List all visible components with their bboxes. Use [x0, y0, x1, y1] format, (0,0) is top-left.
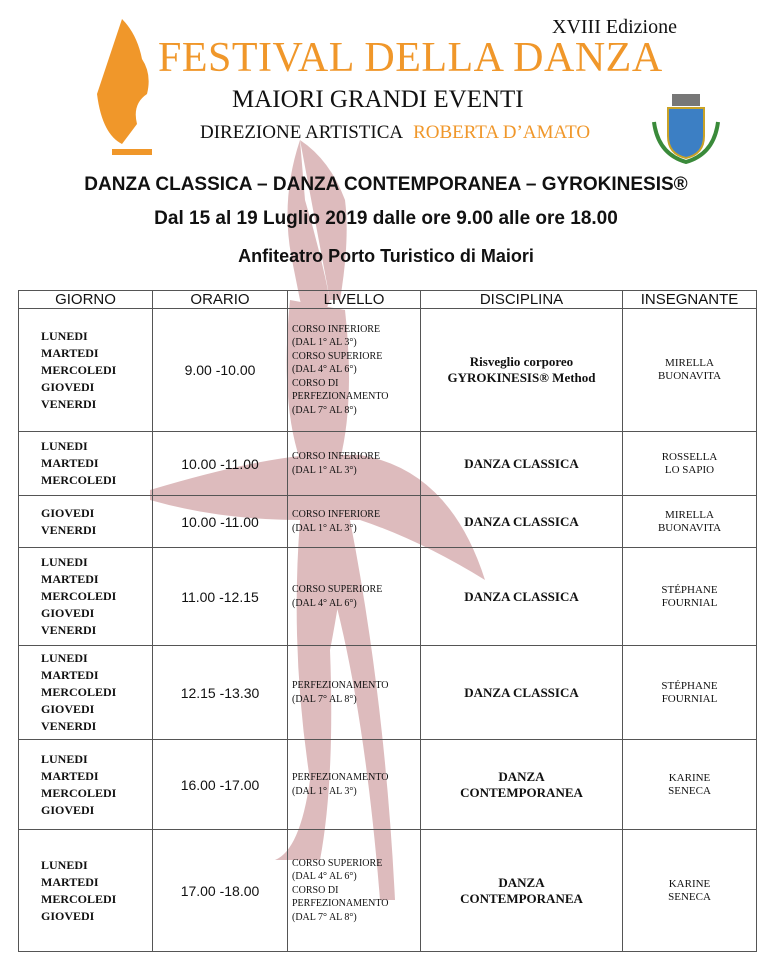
cell-disciplina [421, 496, 623, 548]
giorno-line: LUNEDI [41, 328, 88, 343]
venue: Anfiteatro Porto Turistico di Maiori [238, 246, 534, 266]
insegnante-line: KARINE [668, 771, 711, 784]
cell-insegnante [623, 496, 757, 548]
insegnante-line: MIRELLA [665, 357, 714, 369]
giorno-line: GIOVEDI [41, 379, 95, 394]
column-header-disciplina: DISCIPLINA [421, 291, 623, 309]
livello-line: PERFEZIONAMENTO [292, 680, 389, 691]
giorno-line: MARTEDI [41, 874, 99, 889]
insegnante-line: BUONAVITA [657, 521, 722, 534]
cell-orario: 10.00 -11.00 [153, 432, 288, 496]
director-name: ROBERTA D’AMATO [413, 122, 591, 143]
giorno-line: MERCOLEDI [41, 685, 117, 699]
cell-livello [288, 496, 421, 548]
column-header-giorno: GIORNO [19, 291, 153, 309]
insegnante-line: STÉPHANE [661, 679, 718, 692]
cell-livello [288, 740, 421, 830]
giorno-line: VENERDI [41, 719, 97, 733]
table-row [19, 548, 757, 646]
giorno-line: VENERDI [41, 522, 97, 537]
coat-of-arms-icon [650, 92, 722, 164]
giorno-line: MARTEDI [41, 668, 99, 682]
edition-label: XVIII Edizione [552, 16, 677, 38]
cell-giorno [19, 830, 153, 952]
table-row [19, 496, 757, 548]
livello-line: (DAL 4° AL 6°) [292, 871, 357, 883]
cell-livello [288, 432, 421, 496]
livello-line: (DAL 1° AL 3°) [292, 464, 357, 476]
giorno-line: GIOVEDI [41, 702, 95, 716]
table-row [19, 740, 757, 830]
insegnante-line: KARINE [668, 877, 711, 890]
artistic-direction [200, 122, 590, 144]
organizer: MAIORI GRANDI EVENTI [232, 86, 524, 113]
livello-line: (DAL 7° AL 8°) [292, 693, 357, 705]
disciplina-line: Risveglio corporeo [469, 354, 574, 369]
livello-line: CORSO DI [292, 884, 339, 896]
disciplina-line: DANZA CLASSICA [464, 684, 579, 700]
livello-line: (DAL 1° AL 3°) [292, 337, 357, 349]
giorno-line: LUNEDI [41, 439, 88, 453]
cell-disciplina [421, 740, 623, 830]
cell-giorno [19, 646, 153, 740]
insegnante-line: BUONAVITA [657, 370, 722, 382]
cell-livello [288, 548, 421, 646]
cell-livello [288, 830, 421, 952]
cell-orario: 10.00 -11.00 [153, 496, 288, 548]
disciplina-line: DANZA [498, 874, 545, 890]
giorno-line: LUNEDI [41, 857, 88, 872]
giorno-line: MARTEDI [41, 572, 99, 586]
livello-line: (DAL 1° AL 3°) [292, 522, 357, 534]
cell-giorno [19, 496, 153, 548]
giorno-line: MARTEDI [41, 345, 99, 360]
cell-insegnante [623, 646, 757, 740]
insegnante-line: SENECA [668, 784, 711, 797]
livello-line: (DAL 7° AL 8°) [292, 404, 357, 416]
cell-orario: 11.00 -12.15 [153, 548, 288, 646]
giorno-line: GIOVEDI [41, 505, 95, 520]
disciplina-line: GYROKINESIS® Method [447, 370, 596, 385]
livello-line: CORSO INFERIORE [292, 509, 381, 520]
cell-orario: 9.00 -10.00 [153, 309, 288, 432]
livello-line: CORSO SUPERIORE [292, 584, 383, 595]
giorno-line: MERCOLEDI [41, 589, 117, 603]
giorno-line: MARTEDI [41, 456, 99, 470]
giorno-line: LUNEDI [41, 651, 88, 665]
livello-line: (DAL 4° AL 6°) [292, 597, 357, 609]
cell-giorno [19, 740, 153, 830]
cell-livello [288, 309, 421, 432]
table-row [19, 432, 757, 496]
cell-orario: 12.15 -13.30 [153, 646, 288, 740]
giorno-line: MERCOLEDI [41, 891, 117, 906]
cell-giorno [19, 548, 153, 646]
livello-line: (DAL 7° AL 8°) [292, 911, 357, 923]
livello-line: CORSO DI [292, 377, 339, 389]
disciplina-line: DANZA [498, 768, 545, 784]
cell-insegnante [623, 548, 757, 646]
column-header-insegnante: INSEGNANTE [623, 291, 757, 309]
livello-line: PERFEZIONAMENTO [292, 898, 389, 910]
cell-disciplina [421, 548, 623, 646]
insegnante-line: SENECA [668, 890, 711, 903]
giorno-line: LUNEDI [41, 751, 88, 766]
cell-orario: 17.00 -18.00 [153, 830, 288, 952]
livello-line: CORSO INFERIORE [292, 323, 381, 335]
insegnante-line: LO SAPIO [664, 463, 715, 476]
livello-line: PERFEZIONAMENTO [292, 391, 389, 403]
livello-line: CORSO SUPERIORE [292, 857, 383, 869]
table-row [19, 309, 757, 432]
cell-insegnante [623, 432, 757, 496]
cell-disciplina [421, 309, 623, 432]
insegnante-line: FOURNIAL [661, 692, 718, 705]
giorno-line: MERCOLEDI [41, 473, 117, 487]
cell-giorno [19, 309, 153, 432]
giorno-line: MARTEDI [41, 768, 99, 783]
schedule-table [18, 290, 757, 952]
table-row [19, 830, 757, 952]
disciplines-heading: DANZA CLASSICA – DANZA CONTEMPORANEA – GYROKINESIS® [84, 174, 688, 195]
cell-disciplina [421, 830, 623, 952]
insegnante-line: MIRELLA [665, 508, 714, 521]
disciplina-line: DANZA CLASSICA [464, 588, 579, 604]
disciplina-line: DANZA CLASSICA [464, 513, 579, 529]
giorno-line: LUNEDI [41, 555, 88, 569]
livello-line: (DAL 1° AL 3°) [292, 785, 357, 797]
column-header-livello: LIVELLO [288, 291, 421, 309]
livello-line: CORSO SUPERIORE [292, 350, 383, 362]
giorno-line: GIOVEDI [41, 606, 95, 620]
cell-disciplina [421, 646, 623, 740]
disciplina-line: CONTEMPORANEA [460, 784, 583, 800]
cell-orario: 16.00 -17.00 [153, 740, 288, 830]
giorno-line: MERCOLEDI [41, 362, 117, 377]
livello-line: (DAL 4° AL 6°) [292, 364, 357, 376]
cell-livello [288, 646, 421, 740]
cell-insegnante [623, 830, 757, 952]
giorno-line: VENERDI [41, 396, 97, 411]
insegnante-line: STÉPHANE [661, 583, 718, 596]
dates: Dal 15 al 19 Luglio 2019 dalle ore 9.00 alle ore 18.00 [154, 208, 618, 229]
festival-title: FESTIVAL DELLA DANZA [158, 35, 663, 81]
festival-logo-dancer [92, 14, 162, 164]
livello-line: CORSO INFERIORE [292, 451, 381, 462]
cell-giorno [19, 432, 153, 496]
table-row [19, 646, 757, 740]
insegnante-line: ROSSELLA [661, 450, 718, 463]
cell-disciplina [421, 432, 623, 496]
disciplina-line: CONTEMPORANEA [460, 890, 583, 906]
cell-insegnante [623, 740, 757, 830]
giorno-line: VENERDI [41, 623, 97, 637]
insegnante-line: FOURNIAL [661, 596, 718, 609]
giorno-line: GIOVEDI [41, 802, 95, 817]
cell-insegnante [623, 309, 757, 432]
giorno-line: MERCOLEDI [41, 785, 117, 800]
giorno-line: GIOVEDI [41, 908, 95, 923]
column-header-orario: ORARIO [153, 291, 288, 309]
disciplina-line: DANZA CLASSICA [464, 455, 579, 471]
livello-line: PERFEZIONAMENTO [292, 772, 389, 783]
direction-label: DIREZIONE ARTISTICA [200, 122, 404, 143]
